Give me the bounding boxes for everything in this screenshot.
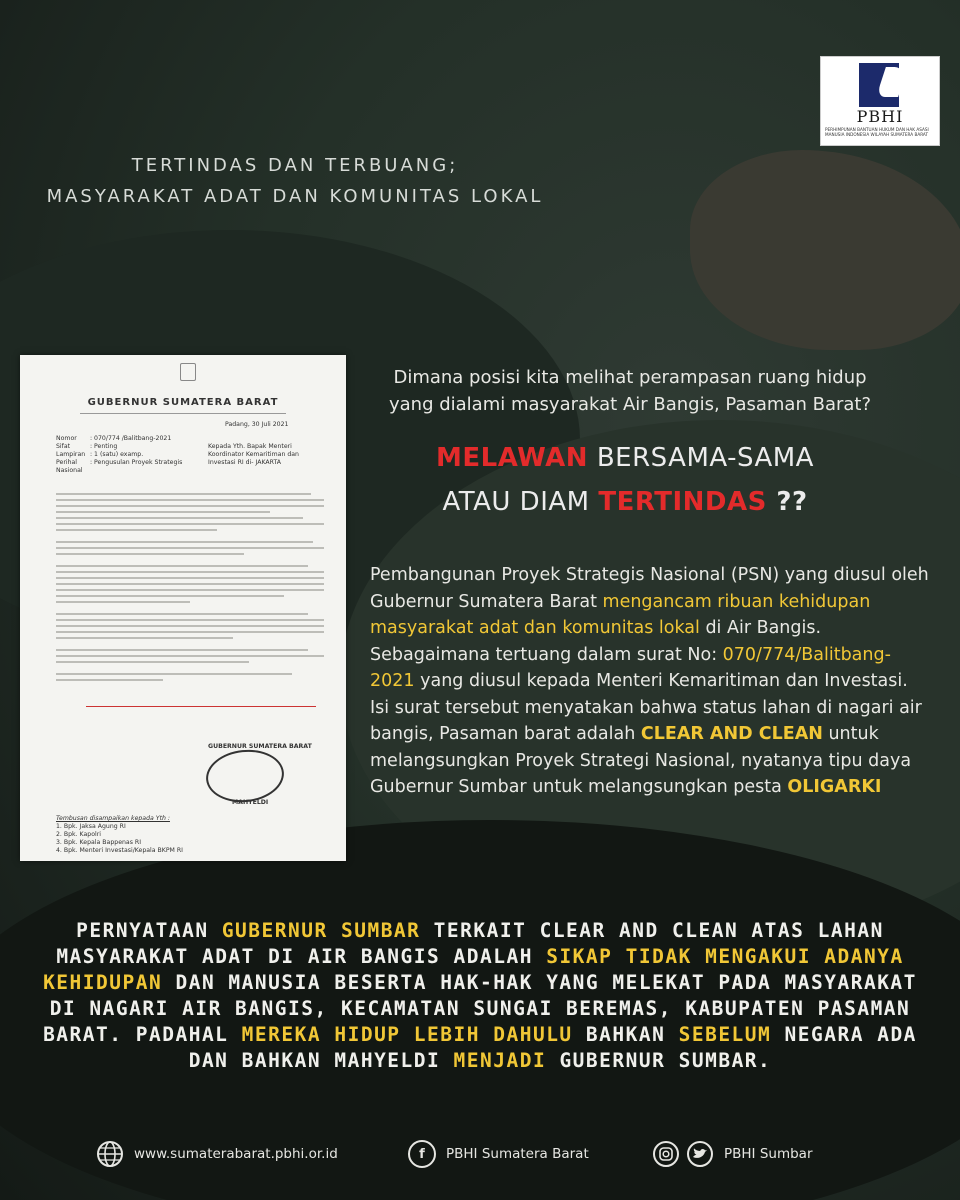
pbhi-logo <box>820 56 940 146</box>
underline-mark <box>86 706 316 707</box>
cc-item: 2. Bpk. Kapolri <box>56 831 101 838</box>
letter-signer-name: MAHYELDI <box>232 799 269 806</box>
crest-icon <box>180 363 196 381</box>
footer-website[interactable] <box>96 1140 338 1168</box>
letter-addressee: Kepada Yth. Bapak Menteri Koordinator Kemaritiman dan Investasi RI di- JAKARTA <box>208 443 299 466</box>
letter-divider <box>80 413 286 414</box>
page-header <box>0 150 590 212</box>
letter-field: Sifat : Penting <box>56 443 118 450</box>
background-hand <box>690 150 960 350</box>
question-text: Dimana posisi kita melihat perampasan ruang hidup yang dialami masyarakat Air Bangis, Pasaman Barat? <box>388 367 872 415</box>
letter-body <box>56 489 324 685</box>
footer-facebook[interactable] <box>408 1140 589 1168</box>
letter-title: GUBERNUR SUMATERA BARAT <box>87 397 279 408</box>
letter-date: Padang, 30 Juli 2021 <box>225 421 289 428</box>
headline-line1: MELAWAN BERSAMA-SAMA <box>436 443 814 473</box>
website-text: www.sumaterabarat.pbhi.or.id <box>134 1146 338 1162</box>
letter-field: Perihal : Pengusulan Proyek Strategis Nasional <box>56 459 183 474</box>
footer-social[interactable] <box>652 1140 813 1168</box>
footer <box>0 1140 960 1170</box>
header-line2: MASYARAKAT ADAT DAN KOMUNITAS LOKAL <box>46 186 544 207</box>
logo-subtitle: PERHIMPUNAN BANTUAN HUKUM DAN HAK ASASI MANUSIA INDONESIA WILAYAH SUMATERA BARAT <box>825 127 929 137</box>
letter-fields <box>56 435 186 475</box>
pbhi-emblem-icon <box>859 63 899 107</box>
facebook-text: PBHI Sumatera Barat <box>446 1146 589 1162</box>
cc-item: 4. Bpk. Menteri Investasi/Kepala BKPM RI <box>56 847 183 854</box>
body-paragraph: Pembangunan Proyek Strategis Nasional (PSN) yang diusul oleh Gubernur Sumatera Barat mengancam ribuan kehidupan masyarakat adat dan komunitas lokal di Air Bangis. Sebagaimana tertuang dalam surat No: 070/774/Balitbang-2021 yang diusul kepada Menteri Kemaritiman dan Investasi. Isi surat tersebut menyatakan bahwa status lahan di nagari air bangis, Pasaman barat adalah CLEAR AND CLEAN untuk melangsungkan Proyek Strategi Nasional, nyatanya tipu daya Gubernur Sumbar untuk melangsungkan pesta OLIGARKI <box>370 565 929 797</box>
letter-signer-title: GUBERNUR SUMATERA BARAT <box>208 743 312 750</box>
statement-text: PERNYATAAN GUBERNUR SUMBAR TERKAIT CLEAR AND CLEAN ATAS LAHAN MASYARAKAT ADAT DI AIR BANGIS ADALAH SIKAP TIDAK MENGAKUI ADANYA KEHIDUPAN DAN MANUSIA BESERTA HAK-HAK YANG MELEKAT PADA MASYARAKAT DI NAGARI AIR BANGIS, KECAMATAN SUNGAI BEREMAS, KABUPATEN PASAMAN BARAT. PADAHAL MEREKA HIDUP LEBIH DAHULU BAHKAN SEBELUM NEGARA ADA DAN BAHKAN MAHYELDI MENJADI GUBERNUR SUMBAR. <box>43 919 917 1072</box>
letter-cc <box>56 815 183 855</box>
cc-item: 1. Bpk. Jaksa Agung RI <box>56 823 126 830</box>
letter-field: Nomor : 070/774 /Balitbang-2021 <box>56 435 172 442</box>
headline <box>370 436 880 524</box>
header-line1: TERTINDAS DAN TERBUANG; <box>131 155 459 176</box>
letter-document <box>20 355 346 861</box>
cc-title: Tembusan disampaikan kepada Yth : <box>56 815 170 822</box>
cc-item: 3. Bpk. Kepala Bappenas RI <box>56 839 142 846</box>
headline-line2: ATAU DIAM TERTINDAS ?? <box>442 487 808 517</box>
logo-name: PBHI <box>856 107 904 126</box>
twitter-icon <box>686 1140 714 1168</box>
instagram-icon <box>652 1140 680 1168</box>
social-text: PBHI Sumbar <box>724 1146 813 1162</box>
letter-field: Lampiran : 1 (satu) examp. <box>56 451 144 458</box>
signature-stamp <box>203 746 286 806</box>
globe-icon <box>96 1140 124 1168</box>
facebook-icon: f <box>408 1140 436 1168</box>
